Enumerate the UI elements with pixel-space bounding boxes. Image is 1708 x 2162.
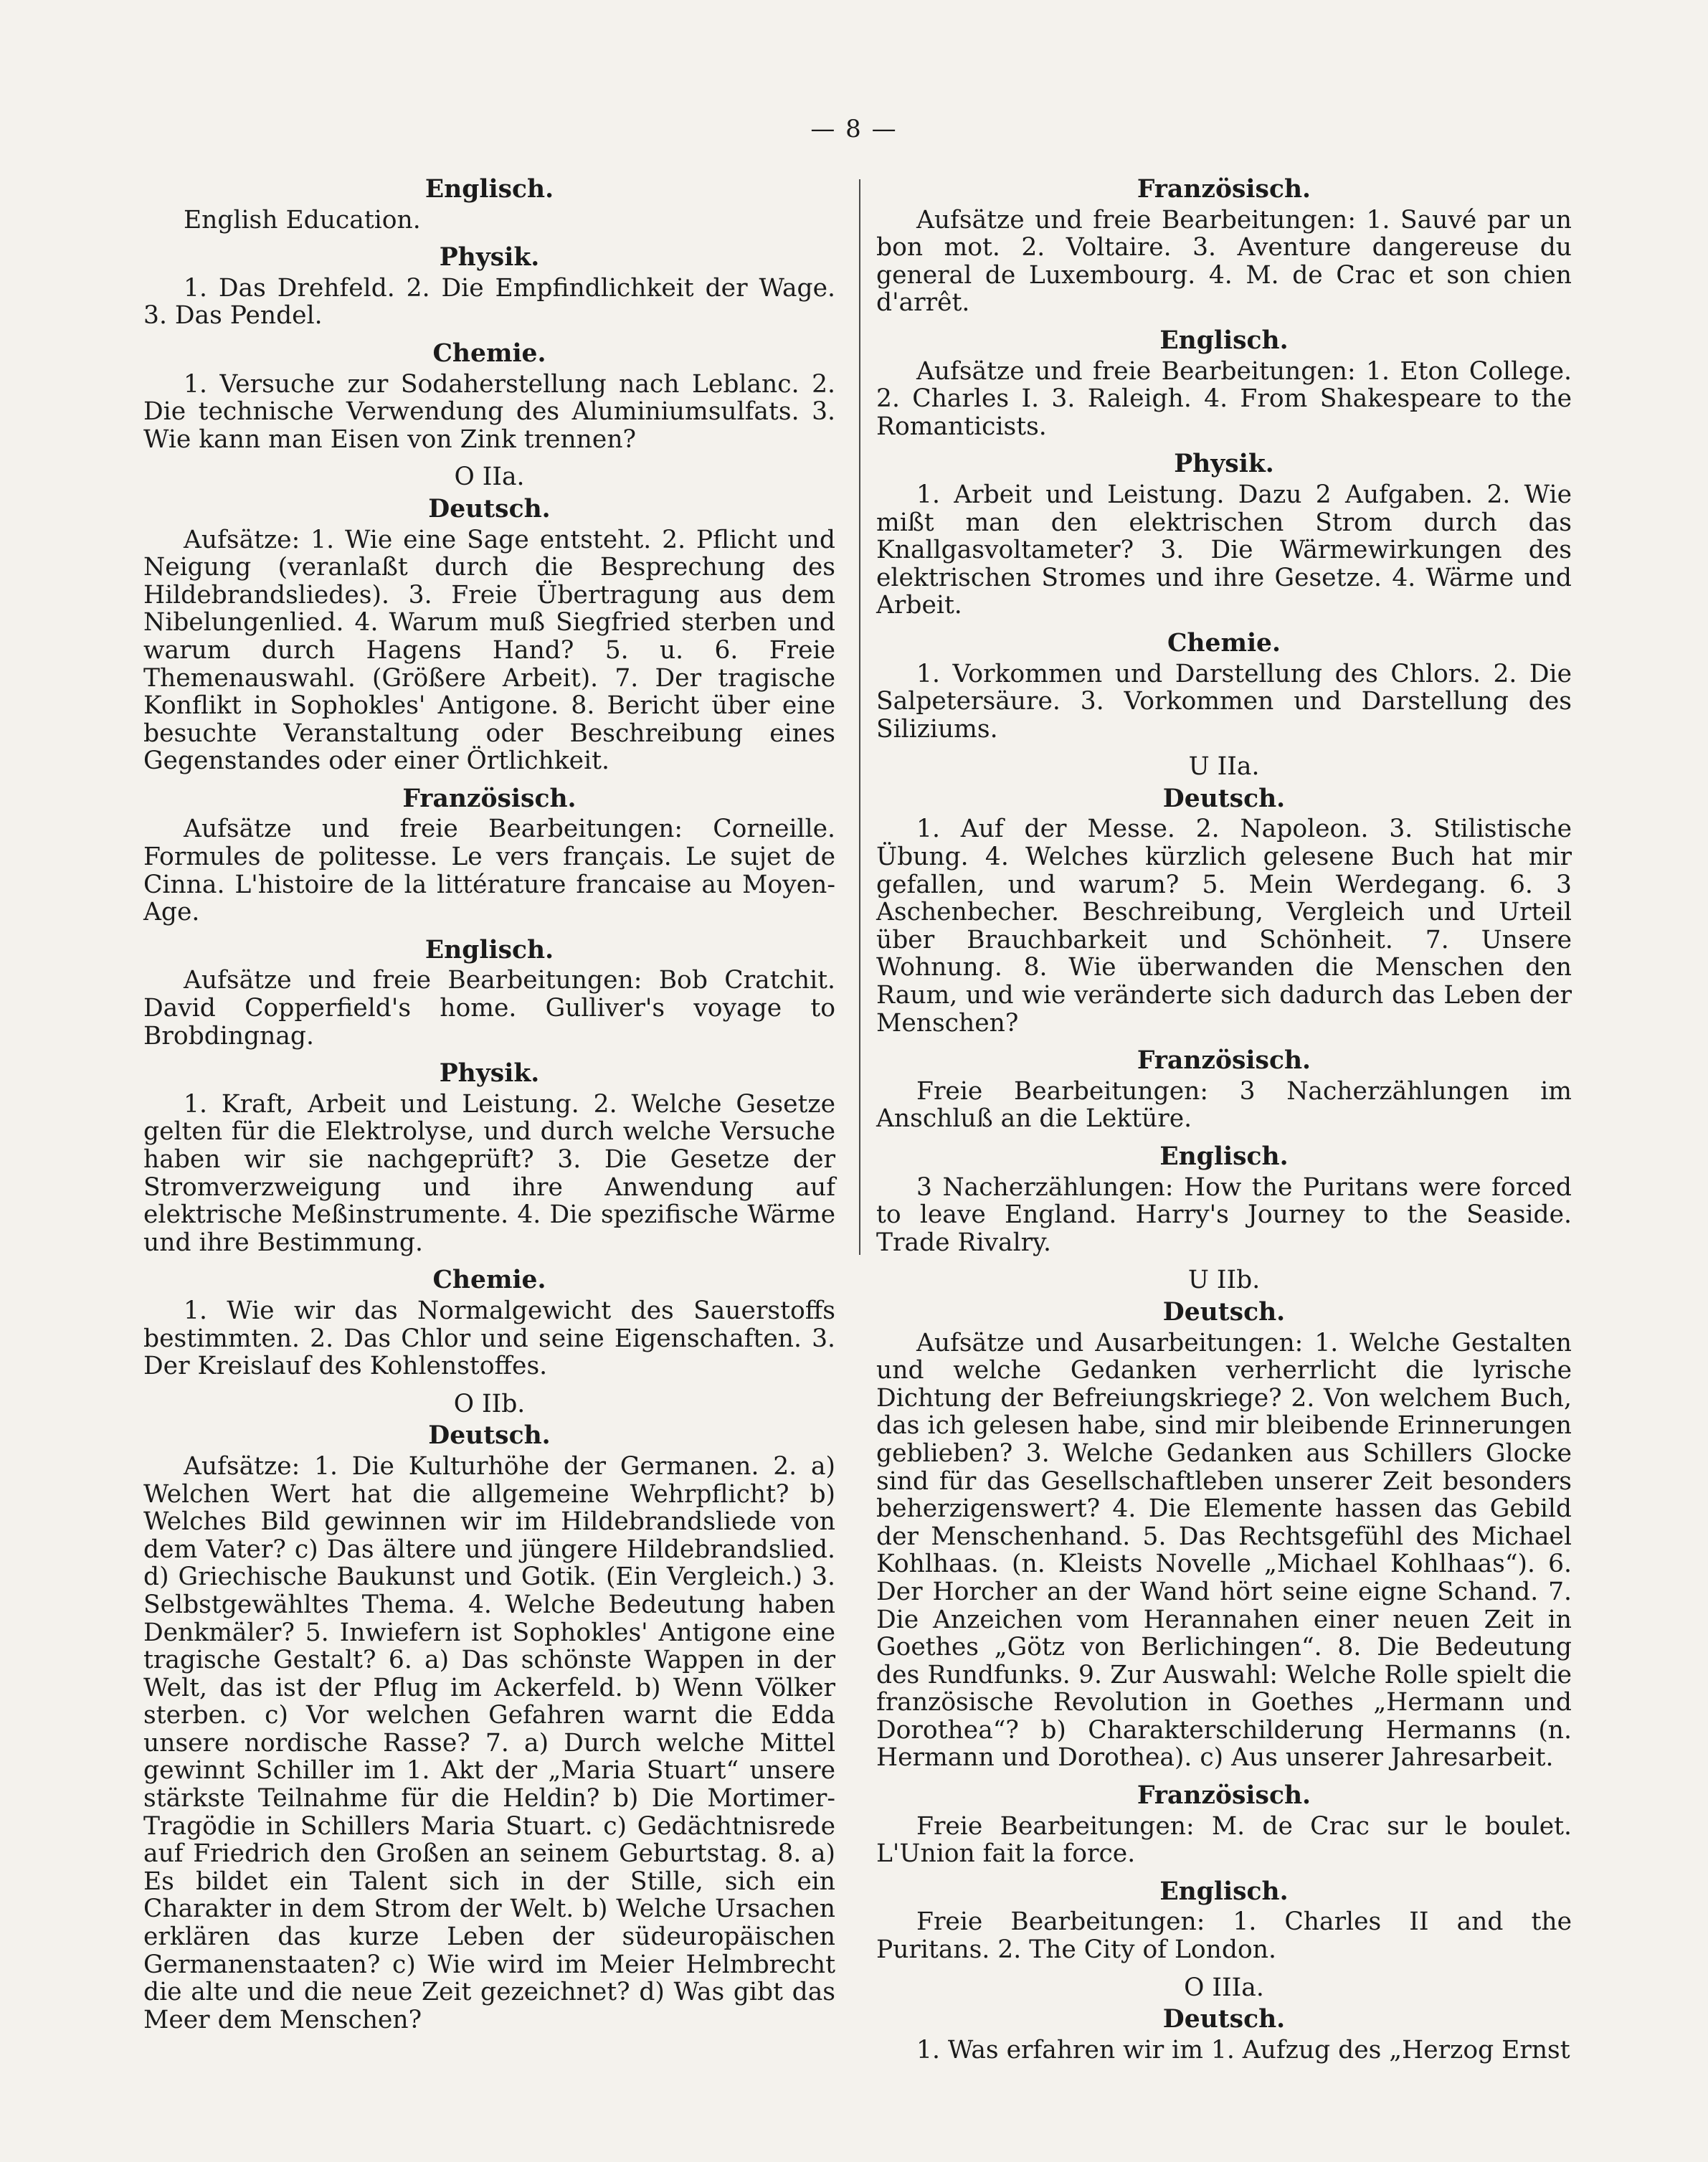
- paragraph: Aufsätze und Ausarbeitungen: 1. Welche Gestalten und welche Gedanken verherrlicht die lyrische Dichtung der Befreiungskriege? 2. Von welchem Buch, das ich gelesen habe, sind mir bleibende Erinnerungen geblieben? 3. Welche Gedanken aus Schillers Glocke sind für das Gesellschaftleben unserer Zeit besonders beherzigenswert? 4. Die Elemente hassen das Gebild der Menschenhand. 5. Das Rechtsgefühl des Michael Kohlhaas. (n. Kleists Novelle „Michael Kohlhaas“). 6. Der Horcher an der Wand hört seine eigne Schand. 7. Die Anzeichen vom Herannahen einer neuen Zeit in Goethes „Götz von Berlichingen“. 8. Die Bedeutung des Rundfunks. 9. Zur Auswahl: Welche Rolle spielt die französische Revolution in Goethes „Hermann und Dorothea“? b) Charakterschilderung Hermanns (n. Hermann und Dorothea). c) Aus unserer Jahresarbeit.: [876, 1328, 1572, 1773]
- section-heading: Chemie.: [1167, 628, 1281, 658]
- left-column: [143, 176, 835, 2044]
- class-heading: O IIIa.: [1184, 1973, 1264, 2002]
- section-heading: Englisch.: [1159, 1877, 1289, 1906]
- paragraph: Aufsätze und freie Bearbeitungen: 1. Sauvé par un bon mot. 2. Voltaire. 3. Aventure dangereuse du general de Luxembourg. 4. M. de Crac et son chien d'arrêt.: [876, 205, 1572, 318]
- paragraph: 3 Nacherzählungen: How the Puritans were forced to leave England. Harry's Journey to the Seaside. Trade Rivalry.: [876, 1172, 1572, 1257]
- class-heading: O IIb.: [453, 1389, 526, 1418]
- section-heading: Deutsch.: [1162, 1297, 1286, 1327]
- paragraph: English Education.: [184, 205, 421, 234]
- paragraph: 1. Vorkommen und Darstellung des Chlors. 2. Die Salpetersäure. 3. Vorkommen und Darstellung des Siliziums.: [876, 659, 1572, 744]
- section-heading: Englisch.: [1159, 1142, 1289, 1171]
- paragraph: Aufsätze: 1. Die Kulturhöhe der Germanen. 2. a) Welchen Wert hat die allgemeine Wehrpflicht? b) Welches Bild gewinnen wir im Hildebrandsliede von dem Vater? c) Das ältere und jüngere Hildebrandslied. d) Griechische Baukunst und Gotik. (Ein Vergleich.) 3. Selbstgewähltes Thema. 4. Welche Bedeutung haben Denkmäler? 5. Inwiefern ist Sophokles' Antigone eine tragische Gestalt? 6. a) Das schönste Wappen in der Welt, das ist der Pflug im Ackerfeld. b) Wenn Völker sterben. c) Vor welchen Gefahren warnt die Edda unsere nordische Rasse? 7. a) Durch welche Mittel gewinnt Schiller im 1. Akt der „Maria Stuart“ unsere stärkste Teilnahme für die Heldin? b) Die Mortimer-Tragödie in Schillers Maria Stuart. c) Gedächtnisrede auf Friedrich den Großen an seinem Geburtstag. 8. a) Es bildet ein Talent sich in der Stille, sich ein Charakter in dem Strom der Welt. b) Welche Ursachen erklären das kurze Leben der südeuropäischen Germanenstaaten? c) Wie wird im Meier Helmbrecht die alte und die neue Zeit gezeichnet? d) Was gibt das Meer dem Menschen?: [143, 1451, 835, 2034]
- paragraph: Freie Bearbeitungen: 3 Nacherzählungen im Anschluß an die Lektüre.: [876, 1076, 1572, 1134]
- section-heading: Französisch.: [402, 784, 577, 813]
- section-heading: Deutsch.: [1162, 2005, 1286, 2034]
- paragraph: Freie Bearbeitungen: M. de Crac sur le boulet. L'Union fait la force.: [876, 1811, 1572, 1869]
- class-heading: U IIb.: [1187, 1266, 1261, 1295]
- paragraph: 1. Auf der Messe. 2. Napoleon. 3. Stilistische Übung. 4. Welches kürzlich gelesene Buch hat mir gefallen, und warum? 5. Mein Werdegang. 6. 3 Aschenbecher. Beschreibung, Vergleich und Urteil über Brauchbarkeit und Schönheit. 7. Unsere Wohnung. 8. Wie überwanden die Menschen den Raum, und wie veränderte sich dadurch das Leben der Menschen?: [876, 815, 1572, 1038]
- section-heading: Deutsch.: [428, 494, 551, 523]
- page-number: — 8 —: [810, 115, 898, 143]
- class-heading: U IIa.: [1188, 752, 1260, 782]
- paragraph: Aufsätze: 1. Wie eine Sage entsteht. 2. Pflicht und Neigung (veranlaßt durch die Besprechung des Hildebrandsliedes). 3. Freie Übertragung aus dem Nibelungenlied. 4. Warum muß Siegfried sterben und warum durch Hagens Hand? 5. u. 6. Freie Themenauswahl. (Größere Arbeit). 7. Der tragische Konflikt in Sophokles' Antigone. 8. Bericht über eine besuchte Veranstaltung oder Beschreibung eines Gegenstandes oder einer Örtlichkeit.: [143, 525, 835, 776]
- section-heading: Französisch.: [1137, 175, 1311, 204]
- section-heading: Deutsch.: [428, 1421, 551, 1451]
- section-heading: Deutsch.: [1162, 784, 1286, 813]
- section-heading: Physik.: [439, 243, 540, 272]
- section-heading: Englisch.: [424, 175, 554, 204]
- paragraph: Aufsätze und freie Bearbeitungen: 1. Eton College. 2. Charles I. 3. Raleigh. 4. From Shakespeare to the Romanticists.: [876, 356, 1572, 441]
- paragraph: 1. Was erfahren wir im 1. Aufzug des „Herzog Ernst: [916, 2035, 1570, 2064]
- column-divider: [859, 179, 860, 1255]
- paragraph: 1. Versuche zur Sodaherstellung nach Leblanc. 2. Die technische Verwendung des Aluminiumsulfats. 3. Wie kann man Eisen von Zink trennen?: [143, 369, 835, 454]
- section-heading: Chemie.: [432, 1266, 546, 1295]
- right-column: [876, 176, 1572, 2074]
- section-heading: Französisch.: [1137, 1781, 1311, 1811]
- paragraph: 1. Kraft, Arbeit und Leistung. 2. Welche Gesetze gelten für die Elektrolyse, und durch welche Versuche haben wir sie nachgeprüft? 3. Die Gesetze der Stromverzweigung und ihre Anwendung auf elektrische Meßinstrumente. 4. Die spezifische Wärme und ihre Bestimmung.: [143, 1089, 835, 1257]
- section-heading: Physik.: [439, 1059, 540, 1089]
- paragraph: Aufsätze und freie Bearbeitungen: Corneille. Formules de politesse. Le vers français. Le sujet de Cinna. L'histoire de la littérature francaise au Moyen-Age.: [143, 815, 835, 927]
- paragraph: 1. Das Drehfeld. 2. Die Empfindlichkeit der Wage. 3. Das Pendel.: [143, 273, 835, 331]
- section-heading: Französisch.: [1137, 1046, 1311, 1076]
- class-heading: O IIa.: [454, 463, 525, 492]
- paragraph: 1. Wie wir das Normalgewicht des Sauerstoffs bestimmten. 2. Das Chlor und seine Eigenschaften. 3. Der Kreislauf des Kohlenstoffes.: [143, 1296, 835, 1381]
- paragraph: Aufsätze und freie Bearbeitungen: Bob Cratchit. David Copperfield's home. Gulliver's voyage to Brobdingnag.: [143, 966, 835, 1051]
- paragraph: 1. Arbeit und Leistung. Dazu 2 Aufgaben. 2. Wie mißt man den elektrischen Strom durch das Knallgasvoltameter? 3. Die Wärmewirkungen des elektrischen Stromes und ihre Gesetze. 4. Wärme und Arbeit.: [876, 480, 1572, 620]
- section-heading: Englisch.: [424, 935, 554, 964]
- section-heading: Englisch.: [1159, 326, 1289, 355]
- section-heading: Physik.: [1174, 450, 1274, 479]
- paragraph: Freie Bearbeitungen: 1. Charles II and the Puritans. 2. The City of London.: [876, 1907, 1572, 1965]
- section-heading: Chemie.: [432, 338, 546, 368]
